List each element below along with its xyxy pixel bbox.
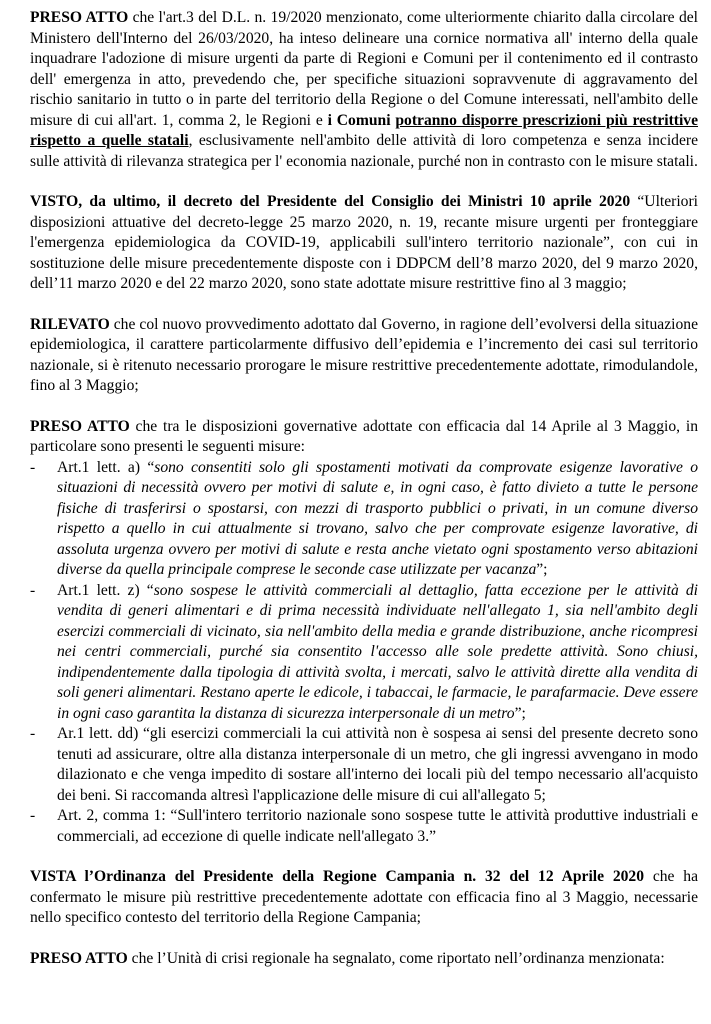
paragraph-text: “Ulteriori disposizioni attuative del decreto-legge 25 marzo 2020, n. 19, recante misure urgenti per fronteggiare l'emergenza epidemiologica da COVID-19, applicabili sull'intero territorio nazionale”, con cui in sostituzione delle misure precedentemente disposte con i DDPCM dell’8 marzo 2020, del 9 marzo 2020, dell’11 marzo 2020 e del 22 marzo 2020, sono state adottate misure restrittive fino al 3 maggio; xyxy=(30,193,699,292)
measures-list xyxy=(30,458,698,848)
paragraph-visto xyxy=(30,192,698,295)
paragraph-preso-atto-3 xyxy=(30,949,698,970)
paragraph-text: che l'art.3 del D.L. n. 19/2020 menzionato, come ulteriormente chiarito dalla circolare del Ministero dell'Interno del 26/03/2020, ha inteso delineare una cornice normativa all' interno della quale inquadrare l'adozione di misure urgenti da parte di Regioni e Comuni per il contenimento ed il contrasto dell' emergenza in atto, prevedendo che, per specifiche situazioni sopravvenute di aggravamento del rischio sanitario in tutto o in parte del territorio della Regione o del Comune interessati, nell'ambito delle misure di cui all'art. 1, comma 2, le Regioni e xyxy=(30,9,698,129)
paragraph-lead: VISTA l’Ordinanza del Presidente della Regione Campania n. 32 del 12 Aprile 2020 xyxy=(30,868,645,885)
list-item: - Ar.1 lett. dd) “gli esercizi commerciali la cui attività non è sospesa ai sensi del presente decreto sono tenuti ad assicurare, oltre alla distanza interpersonale di un metro, che gli ingressi avvengano in modo dilazionato e che venga impedito di sostare all'interno dei locali più del tempo necessario all'acquisto dei beni. Si raccomanda altresì l'applicazione delle misure di cui all'allegato 5; xyxy=(30,725,698,804)
list-item: - Art.1 lett. z) “sono sospese le attività commerciali al dettaglio, fatta eccezione per le attività di vendita di generi alimentari e di prima necessità individuate nell'allegato 1, sia nell'ambito degli esercizi commerciali di vicinato, sia nell'ambito della media e grande distribuzione, anche ricompresi nei centri commerciali, purché sia consentito l'accesso alle sole predette attività. Sono chiusi, indipendentemente dalla tipologia di attività svolta, i mercati, salvo le attività dirette alla vendita di soli generi alimentari. Restano aperte le edicole, i tabaccai, le farmacie, le parafarmacie. Deve essere in ogni caso garantita la distanza di sicurezza interpersonale di un metro”; xyxy=(30,581,698,722)
paragraph-preso-atto-2 xyxy=(30,417,698,458)
list-dash: - xyxy=(30,807,36,824)
paragraph-preso-atto-1 xyxy=(30,8,698,172)
list-dash: - xyxy=(30,458,36,476)
paragraph-underlined-text: potranno disporre prescrizioni più restrittive rispetto a quelle statali xyxy=(30,111,699,149)
paragraph-text: che tra le disposizioni governative adottate con efficacia dal 14 Aprile al 3 Maggio, in particolare sono presenti le seguenti misure: xyxy=(30,417,698,455)
paragraph-lead: RILEVATO xyxy=(30,315,110,333)
list-item: - Art.1 lett. a) “sono consentiti solo gli spostamenti motivati da comprovate esigenze lavorative o situazioni di necessità ovvero per motivi di salute e, in ogni caso, è fatto divieto a tutte le persone fisiche di trasferirsi o spostarsi, con mezzi di trasporto pubblici o privati, in un comune diverso rispetto a quello in cui attualmente si trovano, salvo che per comprovate esigenze lavorative, di assoluta urgenza ovvero per motivi di salute e resta anche vietato ogni spostamento verso abitazioni diverse da quella principale comprese le seconde case utilizzate per vacanza”; xyxy=(30,458,698,578)
list-dash: - xyxy=(30,581,36,599)
document-page xyxy=(30,8,698,969)
paragraph-bold-text: i Comuni xyxy=(327,111,396,129)
paragraph-lead: VISTO, da ultimo, il decreto del Presidente del Consiglio dei Ministri 10 aprile 2020 xyxy=(30,193,631,210)
paragraph-text-end: , esclusivamente nell'ambito delle attività di loro competenza e senza incidere sulle attività di rilevanza strategica per l' economia nazionale, purché non in contrasto con le misure statali. xyxy=(30,132,699,170)
paragraph-text: che ha confermato le misure più restrittive precedentemente adottate con efficacia fino al 3 Maggio, necessarie nello specifico contesto del territorio della Regione Campania; xyxy=(30,868,698,926)
paragraph-rilevato xyxy=(30,315,698,397)
list-dash: - xyxy=(30,725,36,742)
list-item: - Art. 2, comma 1: “Sull'intero territorio nazionale sono sospese tutte le attività produttive industriali e commerciali, ad eccezione di quelle indicate nell'allegato 3.” xyxy=(30,807,698,845)
paragraph-lead: PRESO ATTO xyxy=(30,949,128,967)
paragraph-vista-ordinanza xyxy=(30,867,698,929)
paragraph-text: che col nuovo provvedimento adottato dal Governo, in ragione dell’evolversi della situazione epidemiologica, il carattere particolarmente diffusivo dell’epidemia e l’incremento dei casi sul territorio nazionale, si è ritenuto necessario prorogare le misure restrittive precedentemente adottate, rimodulandole, fino al 3 Maggio; xyxy=(30,315,698,394)
paragraph-lead: PRESO ATTO xyxy=(30,9,129,26)
paragraph-lead: PRESO ATTO xyxy=(30,417,130,435)
paragraph-text: che l’Unità di crisi regionale ha segnalato, come riportato nell’ordinanza menzionata: xyxy=(127,949,665,967)
